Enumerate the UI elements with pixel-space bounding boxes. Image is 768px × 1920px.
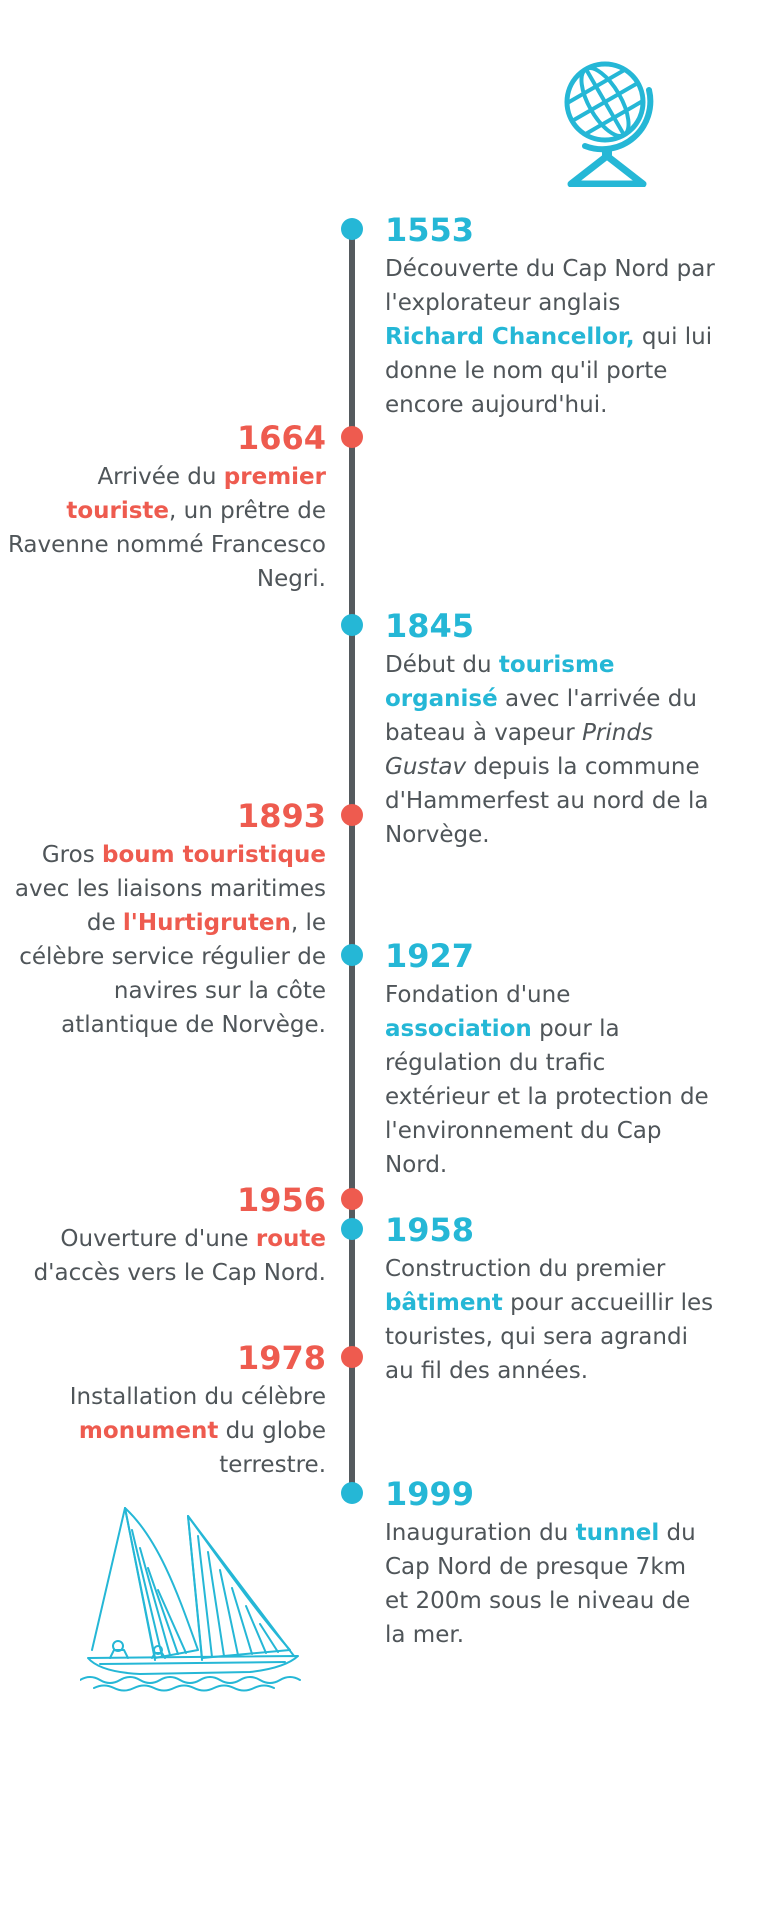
event-text: Début du tourisme organisé avec l'arrivée du bateau à vapeur Prinds Gustav depuis la commune d'Hammerfest au nord de la Norvège. <box>385 652 709 848</box>
event-year: 1999 <box>385 1475 475 1513</box>
event-year: 1978 <box>236 1339 326 1377</box>
timeline-dot-1553 <box>341 218 363 240</box>
timeline-event-1958 <box>385 1212 715 1388</box>
timeline-event-1956 <box>0 1182 326 1290</box>
event-year: 1956 <box>236 1181 326 1219</box>
event-year: 1553 <box>385 211 475 249</box>
timeline-event-1999 <box>385 1476 715 1652</box>
timeline-event-1845 <box>385 608 715 852</box>
timeline-event-1893 <box>0 798 326 1042</box>
sailboat-illustration <box>80 1500 310 1695</box>
event-text: Ouverture d'une route d'accès vers le Cap Nord. <box>33 1226 326 1286</box>
event-text: Arrivée du premier touriste, un prêtre de Ravenne nommé Francesco Negri. <box>7 464 326 592</box>
timeline-line <box>349 226 355 1496</box>
timeline-dot-1845 <box>341 614 363 636</box>
event-year: 1893 <box>236 797 326 835</box>
globe-icon <box>555 52 665 187</box>
timeline-dot-1999 <box>341 1482 363 1504</box>
event-year: 1845 <box>385 607 475 645</box>
timeline-dot-1927 <box>341 944 363 966</box>
event-text: Gros boum touristique avec les liaisons maritimes de l'Hurtigruten, le célèbre service régulier de navires sur la côte atlantique de Norvège. <box>14 842 326 1038</box>
event-text: Construction du premier bâtiment pour accueillir les touristes, qui sera agrandi au fil des années. <box>385 1256 714 1384</box>
event-text: Installation du célèbre monument du globe terrestre. <box>69 1384 326 1478</box>
timeline-event-1553 <box>385 212 715 422</box>
timeline-dot-1893 <box>341 804 363 826</box>
timeline-event-1978 <box>0 1340 326 1482</box>
event-year: 1927 <box>385 937 475 975</box>
timeline-dot-1956 <box>341 1188 363 1210</box>
event-year: 1664 <box>236 419 326 457</box>
event-text: Découverte du Cap Nord par l'explorateur anglais Richard Chancellor, qui lui donne le nom qu'il porte encore aujourd'hui. <box>385 256 715 418</box>
event-year: 1958 <box>385 1211 475 1249</box>
timeline-event-1927 <box>385 938 715 1182</box>
timeline-event-1664 <box>0 420 326 596</box>
timeline-dot-1958 <box>341 1218 363 1240</box>
event-text: Inauguration du tunnel du Cap Nord de presque 7km et 200m sous le niveau de la mer. <box>385 1520 696 1648</box>
timeline-dot-1978 <box>341 1346 363 1368</box>
timeline-dot-1664 <box>341 426 363 448</box>
event-text: Fondation d'une association pour la régulation du trafic extérieur et la protection de l'environnement du Cap Nord. <box>385 982 709 1178</box>
